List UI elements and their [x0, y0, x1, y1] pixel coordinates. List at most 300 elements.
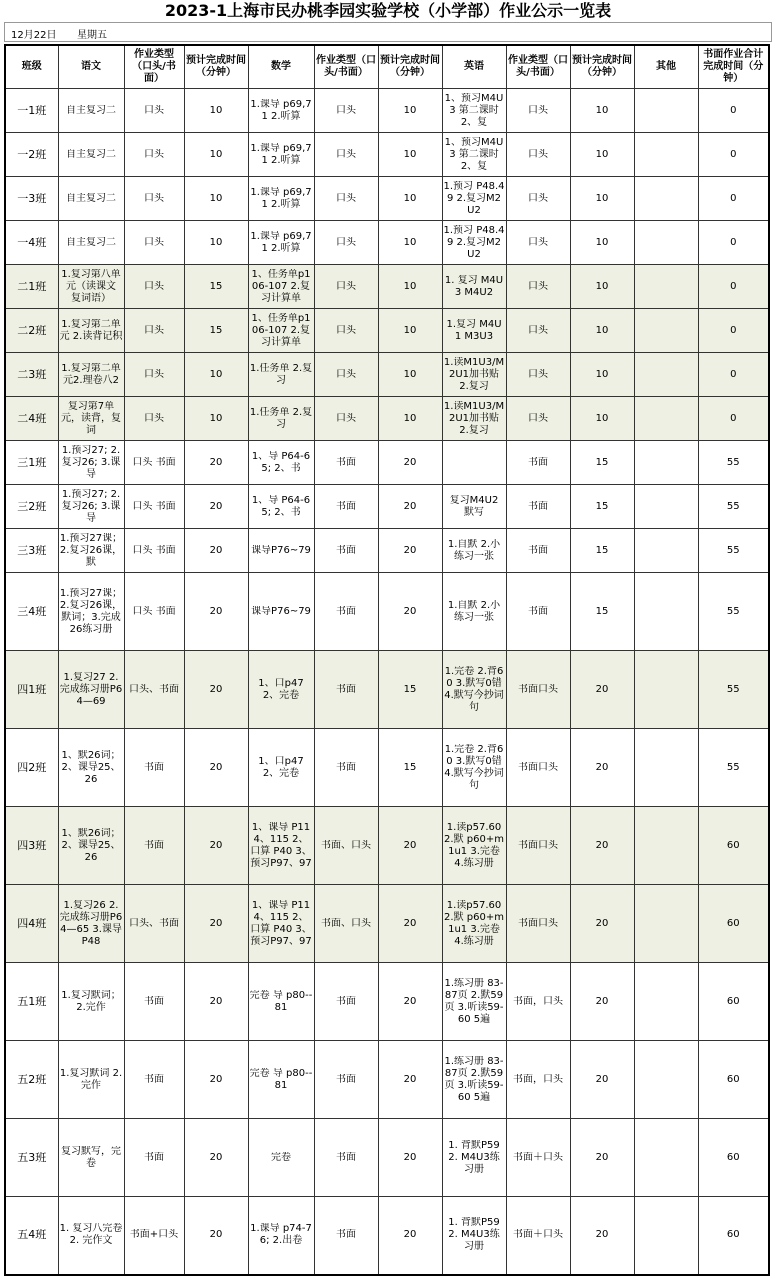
table-cell — [58, 1119, 124, 1197]
cell-text: 1.任务单 2.复习 — [249, 362, 313, 386]
cell-text: 1.读p57.60 2.默 p60+m1u1 3.完卷 4.练习册 — [444, 821, 504, 869]
cell-text: 10 — [403, 236, 417, 248]
table-cell — [314, 1119, 378, 1197]
cell-text: 自主复习二 — [66, 236, 116, 248]
cell-text: 口头 — [144, 280, 164, 292]
table-cell — [124, 485, 184, 529]
table-cell — [570, 807, 634, 885]
cell-text: 口头 — [336, 412, 356, 424]
cell-text: 1.预习27; 2.复习26; 3.课导 — [61, 488, 121, 524]
cell-text: 口头 — [528, 236, 548, 248]
table-cell — [570, 1119, 634, 1197]
cell-text: 口头 — [336, 236, 356, 248]
cell-text: 20 — [403, 544, 417, 556]
column-header: 预计完成时间（分钟） — [184, 45, 248, 89]
table-cell — [442, 529, 506, 573]
table-cell — [314, 309, 378, 353]
table-cell — [248, 441, 314, 485]
cell-text: 1.预习27; 2.复习26; 3.课导 — [61, 444, 121, 480]
cell-text: 1. 复习八完卷 2. 完作文 — [59, 1223, 123, 1247]
table-cell — [634, 885, 698, 963]
cell-text: 55 — [726, 456, 740, 468]
table-cell — [506, 1119, 570, 1197]
cell-text: 20 — [403, 1229, 417, 1241]
table-cell — [124, 353, 184, 397]
cell-text: 书面 — [144, 761, 164, 773]
cell-text: 15 — [595, 544, 609, 556]
cell-text: 五4班 — [17, 1229, 47, 1242]
table-cell — [698, 963, 769, 1041]
table-cell — [442, 265, 506, 309]
class-cell — [5, 1119, 58, 1197]
table-cell — [184, 1119, 248, 1197]
table-cell — [58, 177, 124, 221]
table-cell — [698, 651, 769, 729]
cell-text: 书面 — [528, 456, 548, 468]
table-cell — [248, 729, 314, 807]
column-header: 预计完成时间（分钟） — [570, 45, 634, 89]
table-cell — [378, 729, 442, 807]
cell-text: 10 — [209, 148, 223, 160]
table-cell — [58, 221, 124, 265]
cell-text: 20 — [403, 917, 417, 929]
cell-text: 20 — [209, 1229, 223, 1241]
cell-text: 一3班 — [17, 192, 47, 205]
table-cell — [184, 963, 248, 1041]
table-cell — [442, 1119, 506, 1197]
table-cell — [506, 1197, 570, 1275]
table-cell — [58, 729, 124, 807]
table-cell — [442, 221, 506, 265]
cell-text: 书面口头 — [518, 839, 558, 851]
table-cell — [698, 397, 769, 441]
cell-text: 一2班 — [17, 148, 47, 161]
table-cell — [506, 353, 570, 397]
table-cell — [248, 133, 314, 177]
table-cell — [378, 963, 442, 1041]
table-cell — [442, 1041, 506, 1119]
table-cell — [314, 89, 378, 133]
cell-text: 完卷 — [271, 1151, 291, 1163]
table-cell — [698, 441, 769, 485]
cell-text: 20 — [595, 839, 609, 851]
cell-text: 书面，口头 — [513, 995, 563, 1007]
cell-text: 二3班 — [17, 368, 47, 381]
table-cell — [634, 89, 698, 133]
table-cell — [124, 133, 184, 177]
cell-text: 书面 — [336, 456, 356, 468]
cell-text: 0 — [730, 368, 737, 380]
table-cell — [570, 133, 634, 177]
cell-text: 1.练习册 83-87页 2.默59页 3.听读59-60 5遍 — [444, 977, 504, 1025]
table-cell — [570, 729, 634, 807]
cell-text: 口头 — [144, 412, 164, 424]
table-cell — [184, 177, 248, 221]
date-label: 12月22日 — [11, 30, 57, 41]
cell-text: 20 — [209, 544, 223, 556]
table-cell — [248, 807, 314, 885]
cell-text: 10 — [209, 236, 223, 248]
cell-text: 一1班 — [17, 104, 47, 117]
table-cell — [248, 353, 314, 397]
table-cell — [378, 89, 442, 133]
cell-text: 15 — [595, 456, 609, 468]
cell-text: 书面口头 — [518, 917, 558, 929]
cell-text: 书面 — [336, 1151, 356, 1163]
cell-text: 书面、口头 — [321, 917, 371, 929]
column-header: 数学 — [248, 45, 314, 89]
cell-text: 0 — [730, 324, 737, 336]
cell-text: 完卷 导 p80--81 — [249, 1067, 313, 1091]
cell-text: 口头 — [528, 192, 548, 204]
table-cell — [634, 963, 698, 1041]
homework-table — [4, 44, 770, 1276]
table-cell — [506, 729, 570, 807]
table-cell — [698, 177, 769, 221]
table-cell — [442, 441, 506, 485]
table-row — [5, 485, 769, 529]
cell-text: 20 — [209, 995, 223, 1007]
cell-text: 10 — [595, 412, 609, 424]
table-cell — [378, 885, 442, 963]
class-cell — [5, 485, 58, 529]
cell-text: 1.课导 p74-76; 2.出卷 — [250, 1223, 312, 1247]
class-cell — [5, 573, 58, 651]
cell-text: 1.复习第二单元 2.读背记积 — [59, 318, 123, 342]
cell-text: 1. 背默P59 2. M4U3练习册 — [448, 1139, 500, 1175]
table-cell — [506, 573, 570, 651]
table-cell — [570, 529, 634, 573]
cell-text: 书面＋口头 — [513, 1229, 563, 1241]
cell-text: 口头 — [336, 148, 356, 160]
cell-text: 55 — [726, 683, 740, 695]
cell-text: 1.复习26 2.完成练习册P64—65 3.课导P48 — [59, 899, 123, 947]
cell-text: 10 — [403, 412, 417, 424]
table-cell — [634, 651, 698, 729]
table-cell — [248, 309, 314, 353]
header-row — [5, 45, 769, 89]
table-cell — [184, 353, 248, 397]
table-cell — [506, 177, 570, 221]
cell-text: 15 — [209, 324, 223, 336]
table-cell — [698, 729, 769, 807]
table-cell — [634, 573, 698, 651]
cell-text: 1.预习 P48.49 2.复习M2U2 — [443, 224, 505, 260]
cell-text: 1、导 P64-65; 2、书 — [251, 450, 311, 474]
table-cell — [184, 397, 248, 441]
cell-text: 20 — [209, 605, 223, 617]
cell-text: 复习默写，完卷 — [61, 1145, 121, 1169]
table-cell — [314, 133, 378, 177]
table-cell — [442, 353, 506, 397]
table-cell — [124, 529, 184, 573]
class-cell — [5, 265, 58, 309]
cell-text: 书面 — [528, 500, 548, 512]
cell-text: 10 — [403, 368, 417, 380]
cell-text: 0 — [730, 280, 737, 292]
cell-text: 60 — [726, 1229, 740, 1241]
cell-text: 10 — [595, 280, 609, 292]
cell-text: 20 — [403, 500, 417, 512]
class-cell — [5, 729, 58, 807]
cell-text: 1.预习27课；2.复习26课，默 — [59, 532, 123, 568]
cell-text: 1、默26词；2、课导25、26 — [61, 749, 121, 785]
cell-text: 口头、书面 — [129, 917, 179, 929]
date-bar — [4, 22, 772, 42]
class-cell — [5, 133, 58, 177]
table-cell — [634, 133, 698, 177]
table-row — [5, 963, 769, 1041]
cell-text: 五1班 — [17, 995, 47, 1008]
table-cell — [698, 265, 769, 309]
cell-text: 20 — [209, 456, 223, 468]
cell-text: 20 — [209, 917, 223, 929]
table-cell — [314, 651, 378, 729]
table-cell — [184, 485, 248, 529]
table-cell — [248, 651, 314, 729]
cell-text: 20 — [595, 683, 609, 695]
column-header: 其他 — [634, 45, 698, 89]
cell-text: 1.完卷 2.背60 3.默写0错 4.默写今抄词句 — [444, 743, 504, 791]
table-cell — [124, 397, 184, 441]
table-cell — [314, 353, 378, 397]
table-cell — [506, 807, 570, 885]
cell-text: 10 — [209, 368, 223, 380]
table-cell — [506, 89, 570, 133]
cell-text: 口头 — [336, 104, 356, 116]
table-cell — [570, 485, 634, 529]
table-cell — [58, 353, 124, 397]
table-cell — [378, 221, 442, 265]
table-cell — [442, 1197, 506, 1275]
cell-text: 口头 书面 — [132, 544, 176, 556]
table-cell — [570, 963, 634, 1041]
cell-text: 15 — [595, 605, 609, 617]
table-cell — [378, 441, 442, 485]
table-cell — [570, 1041, 634, 1119]
cell-text: 三1班 — [17, 456, 47, 469]
cell-text: 自主复习二 — [66, 192, 116, 204]
table-row — [5, 573, 769, 651]
table-cell — [506, 133, 570, 177]
cell-text: 1、任务单p106-107 2.复习计算单 — [251, 312, 311, 348]
table-row — [5, 1119, 769, 1197]
cell-text: 口头 书面 — [132, 456, 176, 468]
table-row — [5, 89, 769, 133]
table-cell — [698, 221, 769, 265]
table-cell — [314, 529, 378, 573]
table-cell — [570, 397, 634, 441]
table-row — [5, 807, 769, 885]
cell-text: 1、预习M4U3 第二课时 2、复 — [444, 136, 504, 172]
cell-text: 1.复习 M4U1 M3U3 — [446, 318, 502, 342]
table-cell — [184, 89, 248, 133]
cell-text: 0 — [730, 412, 737, 424]
cell-text: 1.自默 2.小练习一张 — [447, 538, 501, 562]
table-cell — [378, 485, 442, 529]
cell-text: 书面 — [336, 761, 356, 773]
cell-text: 1.读M1U3/M2U1加书贴 2.复习 — [443, 400, 505, 436]
cell-text: 课导P76~79 — [251, 544, 311, 556]
cell-text: 20 — [209, 683, 223, 695]
cell-text: 书面＋口头 — [513, 1151, 563, 1163]
table-cell — [506, 529, 570, 573]
cell-text: 1、口p47 2、完卷 — [258, 677, 304, 701]
table-cell — [58, 133, 124, 177]
table-cell — [634, 265, 698, 309]
cell-text: 三2班 — [17, 500, 47, 513]
table-cell — [378, 177, 442, 221]
table-row — [5, 221, 769, 265]
table-cell — [570, 573, 634, 651]
cell-text: 0 — [730, 236, 737, 248]
cell-text: 口头 — [336, 324, 356, 336]
cell-text: 二1班 — [17, 280, 47, 293]
cell-text: 书面 — [336, 544, 356, 556]
table-row — [5, 729, 769, 807]
cell-text: 20 — [595, 995, 609, 1007]
table-cell — [184, 441, 248, 485]
table-cell — [698, 807, 769, 885]
class-cell — [5, 651, 58, 729]
cell-text: 1.复习第二单元2.理卷八2 — [61, 362, 121, 386]
cell-text: 20 — [595, 917, 609, 929]
cell-text: 20 — [403, 605, 417, 617]
cell-text: 1、课导 P114、115 2、口算 P40 3、预习P97、97 — [250, 821, 312, 869]
cell-text: 10 — [595, 368, 609, 380]
table-cell — [506, 397, 570, 441]
class-cell — [5, 221, 58, 265]
table-cell — [378, 573, 442, 651]
cell-text: 书面 — [528, 544, 548, 556]
table-cell — [698, 1119, 769, 1197]
cell-text: 书面 — [144, 1151, 164, 1163]
cell-text: 60 — [726, 917, 740, 929]
table-cell — [634, 485, 698, 529]
cell-text: 五2班 — [17, 1073, 47, 1086]
table-cell — [506, 441, 570, 485]
cell-text: 复习M4U2 默写 — [449, 494, 499, 518]
table-cell — [698, 309, 769, 353]
cell-text: 20 — [209, 1151, 223, 1163]
cell-text: 一4班 — [17, 236, 47, 249]
table-row — [5, 353, 769, 397]
column-header: 预计完成时间（分钟） — [378, 45, 442, 89]
table-cell — [570, 265, 634, 309]
table-cell — [124, 1197, 184, 1275]
table-cell — [124, 265, 184, 309]
cell-text: 15 — [403, 683, 417, 695]
cell-text: 20 — [209, 839, 223, 851]
cell-text: 书面 — [336, 1073, 356, 1085]
column-header: 书面作业合计完成时间（分钟） — [698, 45, 769, 89]
cell-text: 口头 — [528, 280, 548, 292]
cell-text: 1.练习册 83-87页 2.默59页 3.听读59-60 5遍 — [444, 1055, 504, 1103]
cell-text: 0 — [730, 192, 737, 204]
table-row — [5, 1197, 769, 1275]
table-cell — [184, 221, 248, 265]
table-cell — [442, 133, 506, 177]
cell-text: 0 — [730, 148, 737, 160]
cell-text: 15 — [595, 500, 609, 512]
cell-text: 书面 — [336, 683, 356, 695]
cell-text: 10 — [209, 104, 223, 116]
table-cell — [58, 529, 124, 573]
cell-text: 书面 — [144, 995, 164, 1007]
table-cell — [378, 1041, 442, 1119]
table-cell — [570, 177, 634, 221]
cell-text: 20 — [595, 1073, 609, 1085]
table-cell — [124, 441, 184, 485]
table-body — [5, 89, 769, 1275]
table-cell — [58, 807, 124, 885]
cell-text: 60 — [726, 839, 740, 851]
table-row — [5, 441, 769, 485]
cell-text: 四2班 — [17, 761, 47, 774]
table-row — [5, 177, 769, 221]
table-cell — [378, 1119, 442, 1197]
table-cell — [442, 573, 506, 651]
cell-text: 四1班 — [17, 683, 47, 696]
cell-text: 口头 — [528, 148, 548, 160]
table-cell — [378, 309, 442, 353]
cell-text: 10 — [595, 236, 609, 248]
table-cell — [570, 353, 634, 397]
table-cell — [506, 885, 570, 963]
cell-text: 15 — [209, 280, 223, 292]
table-cell — [248, 963, 314, 1041]
cell-text: 20 — [595, 1151, 609, 1163]
cell-text: 20 — [403, 1073, 417, 1085]
cell-text: 60 — [726, 1073, 740, 1085]
table-cell — [634, 177, 698, 221]
table-cell — [506, 963, 570, 1041]
cell-text: 五3班 — [17, 1151, 47, 1164]
cell-text: 口头 — [528, 104, 548, 116]
cell-text: 口头 — [336, 368, 356, 380]
table-cell — [442, 651, 506, 729]
cell-text: 15 — [403, 761, 417, 773]
table-cell — [124, 221, 184, 265]
table-cell — [184, 1041, 248, 1119]
table-cell — [314, 177, 378, 221]
table-cell — [314, 1197, 378, 1275]
cell-text: 1.预习27课；2.复习26课，默词；3.完成26练习册 — [59, 587, 123, 635]
cell-text: 口头 — [144, 104, 164, 116]
cell-text: 口头 — [144, 324, 164, 336]
cell-text: 1.自默 2.小练习一张 — [447, 599, 501, 623]
class-cell — [5, 807, 58, 885]
cell-text: 自主复习二 — [66, 148, 116, 160]
table-cell — [634, 1041, 698, 1119]
table-cell — [124, 89, 184, 133]
table-cell — [314, 729, 378, 807]
table-cell — [314, 265, 378, 309]
column-header: 班级 — [5, 45, 58, 89]
cell-text: 10 — [595, 104, 609, 116]
table-cell — [506, 1041, 570, 1119]
cell-text: 1、口p47 2、完卷 — [258, 755, 304, 779]
table-cell — [184, 265, 248, 309]
cell-text: 1、课导 P114、115 2、口算 P40 3、预习P97、97 — [250, 899, 312, 947]
cell-text: 1、任务单p106-107 2.复习计算单 — [251, 268, 311, 304]
table-cell — [442, 309, 506, 353]
table-cell — [248, 529, 314, 573]
table-cell — [248, 177, 314, 221]
cell-text: 55 — [726, 605, 740, 617]
cell-text: 书面+口头 — [129, 1229, 179, 1241]
table-cell — [442, 485, 506, 529]
